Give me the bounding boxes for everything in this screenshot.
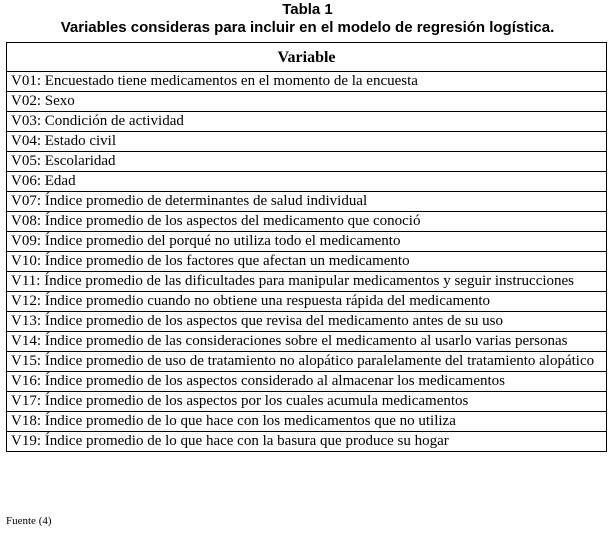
table-title: Variables consideras para incluir en el modelo de regresión logística. [60, 19, 555, 36]
table-row [7, 152, 607, 172]
variable-cell: V04: Estado civil [7, 132, 607, 152]
table-row [7, 172, 607, 192]
table-row [7, 132, 607, 152]
variable-cell: V13: Índice promedio de los aspectos que revisa del medicamento antes de su uso [7, 312, 607, 332]
variable-cell: V08: Índice promedio de los aspectos del medicamento que conoció [7, 212, 607, 232]
variable-cell: V09: Índice promedio del porqué no utiliza todo el medicamento [7, 232, 607, 252]
variable-cell: V03: Condición de actividad [7, 112, 607, 132]
table-row [7, 412, 607, 432]
table-row [7, 232, 607, 252]
table-row [7, 252, 607, 272]
table-row [7, 312, 607, 332]
variable-cell: V10: Índice promedio de los factores que afectan un medicamento [7, 252, 607, 272]
variable-cell: V15: Índice promedio de uso de tratamiento no alopático paralelamente del tratamiento alopático [7, 352, 607, 372]
table-row [7, 332, 607, 352]
variable-cell: V19: Índice promedio de lo que hace con la basura que produce su hogar [7, 432, 607, 452]
table-row [7, 372, 607, 392]
table-header-row [7, 43, 607, 72]
variable-cell: V01: Encuestado tiene medicamentos en el momento de la encuesta [7, 72, 607, 92]
table-row [7, 352, 607, 372]
variable-cell: V14: Índice promedio de las consideraciones sobre el medicamento al usarlo varias personas [7, 332, 607, 352]
table-row [7, 432, 607, 452]
column-header-variable: Variable [7, 43, 607, 72]
table-row [7, 72, 607, 92]
table-row [7, 112, 607, 132]
table-row [7, 292, 607, 312]
variables-table [6, 42, 607, 452]
table-number: Tabla 1 [282, 1, 333, 18]
variable-cell: V11: Índice promedio de las dificultades para manipular medicamentos y seguir instrucciones [7, 272, 607, 292]
table-row [7, 92, 607, 112]
table-row [7, 192, 607, 212]
table-row [7, 392, 607, 412]
variable-cell: V12: Índice promedio cuando no obtiene una respuesta rápida del medicamento [7, 292, 607, 312]
table-row [7, 212, 607, 232]
variable-cell: V02: Sexo [7, 92, 607, 112]
source-note: Fuente (4) [6, 515, 52, 527]
table-row [7, 272, 607, 292]
variable-cell: V05: Escolaridad [7, 152, 607, 172]
variable-cell: V18: Índice promedio de lo que hace con los medicamentos que no utiliza [7, 412, 607, 432]
variable-cell: V06: Edad [7, 172, 607, 192]
variable-cell: V07: Índice promedio de determinantes de salud individual [7, 192, 607, 212]
variable-cell: V16: Índice promedio de los aspectos considerado al almacenar los medicamentos [7, 372, 607, 392]
variable-cell: V17: Índice promedio de los aspectos por los cuales acumula medicamentos [7, 392, 607, 412]
